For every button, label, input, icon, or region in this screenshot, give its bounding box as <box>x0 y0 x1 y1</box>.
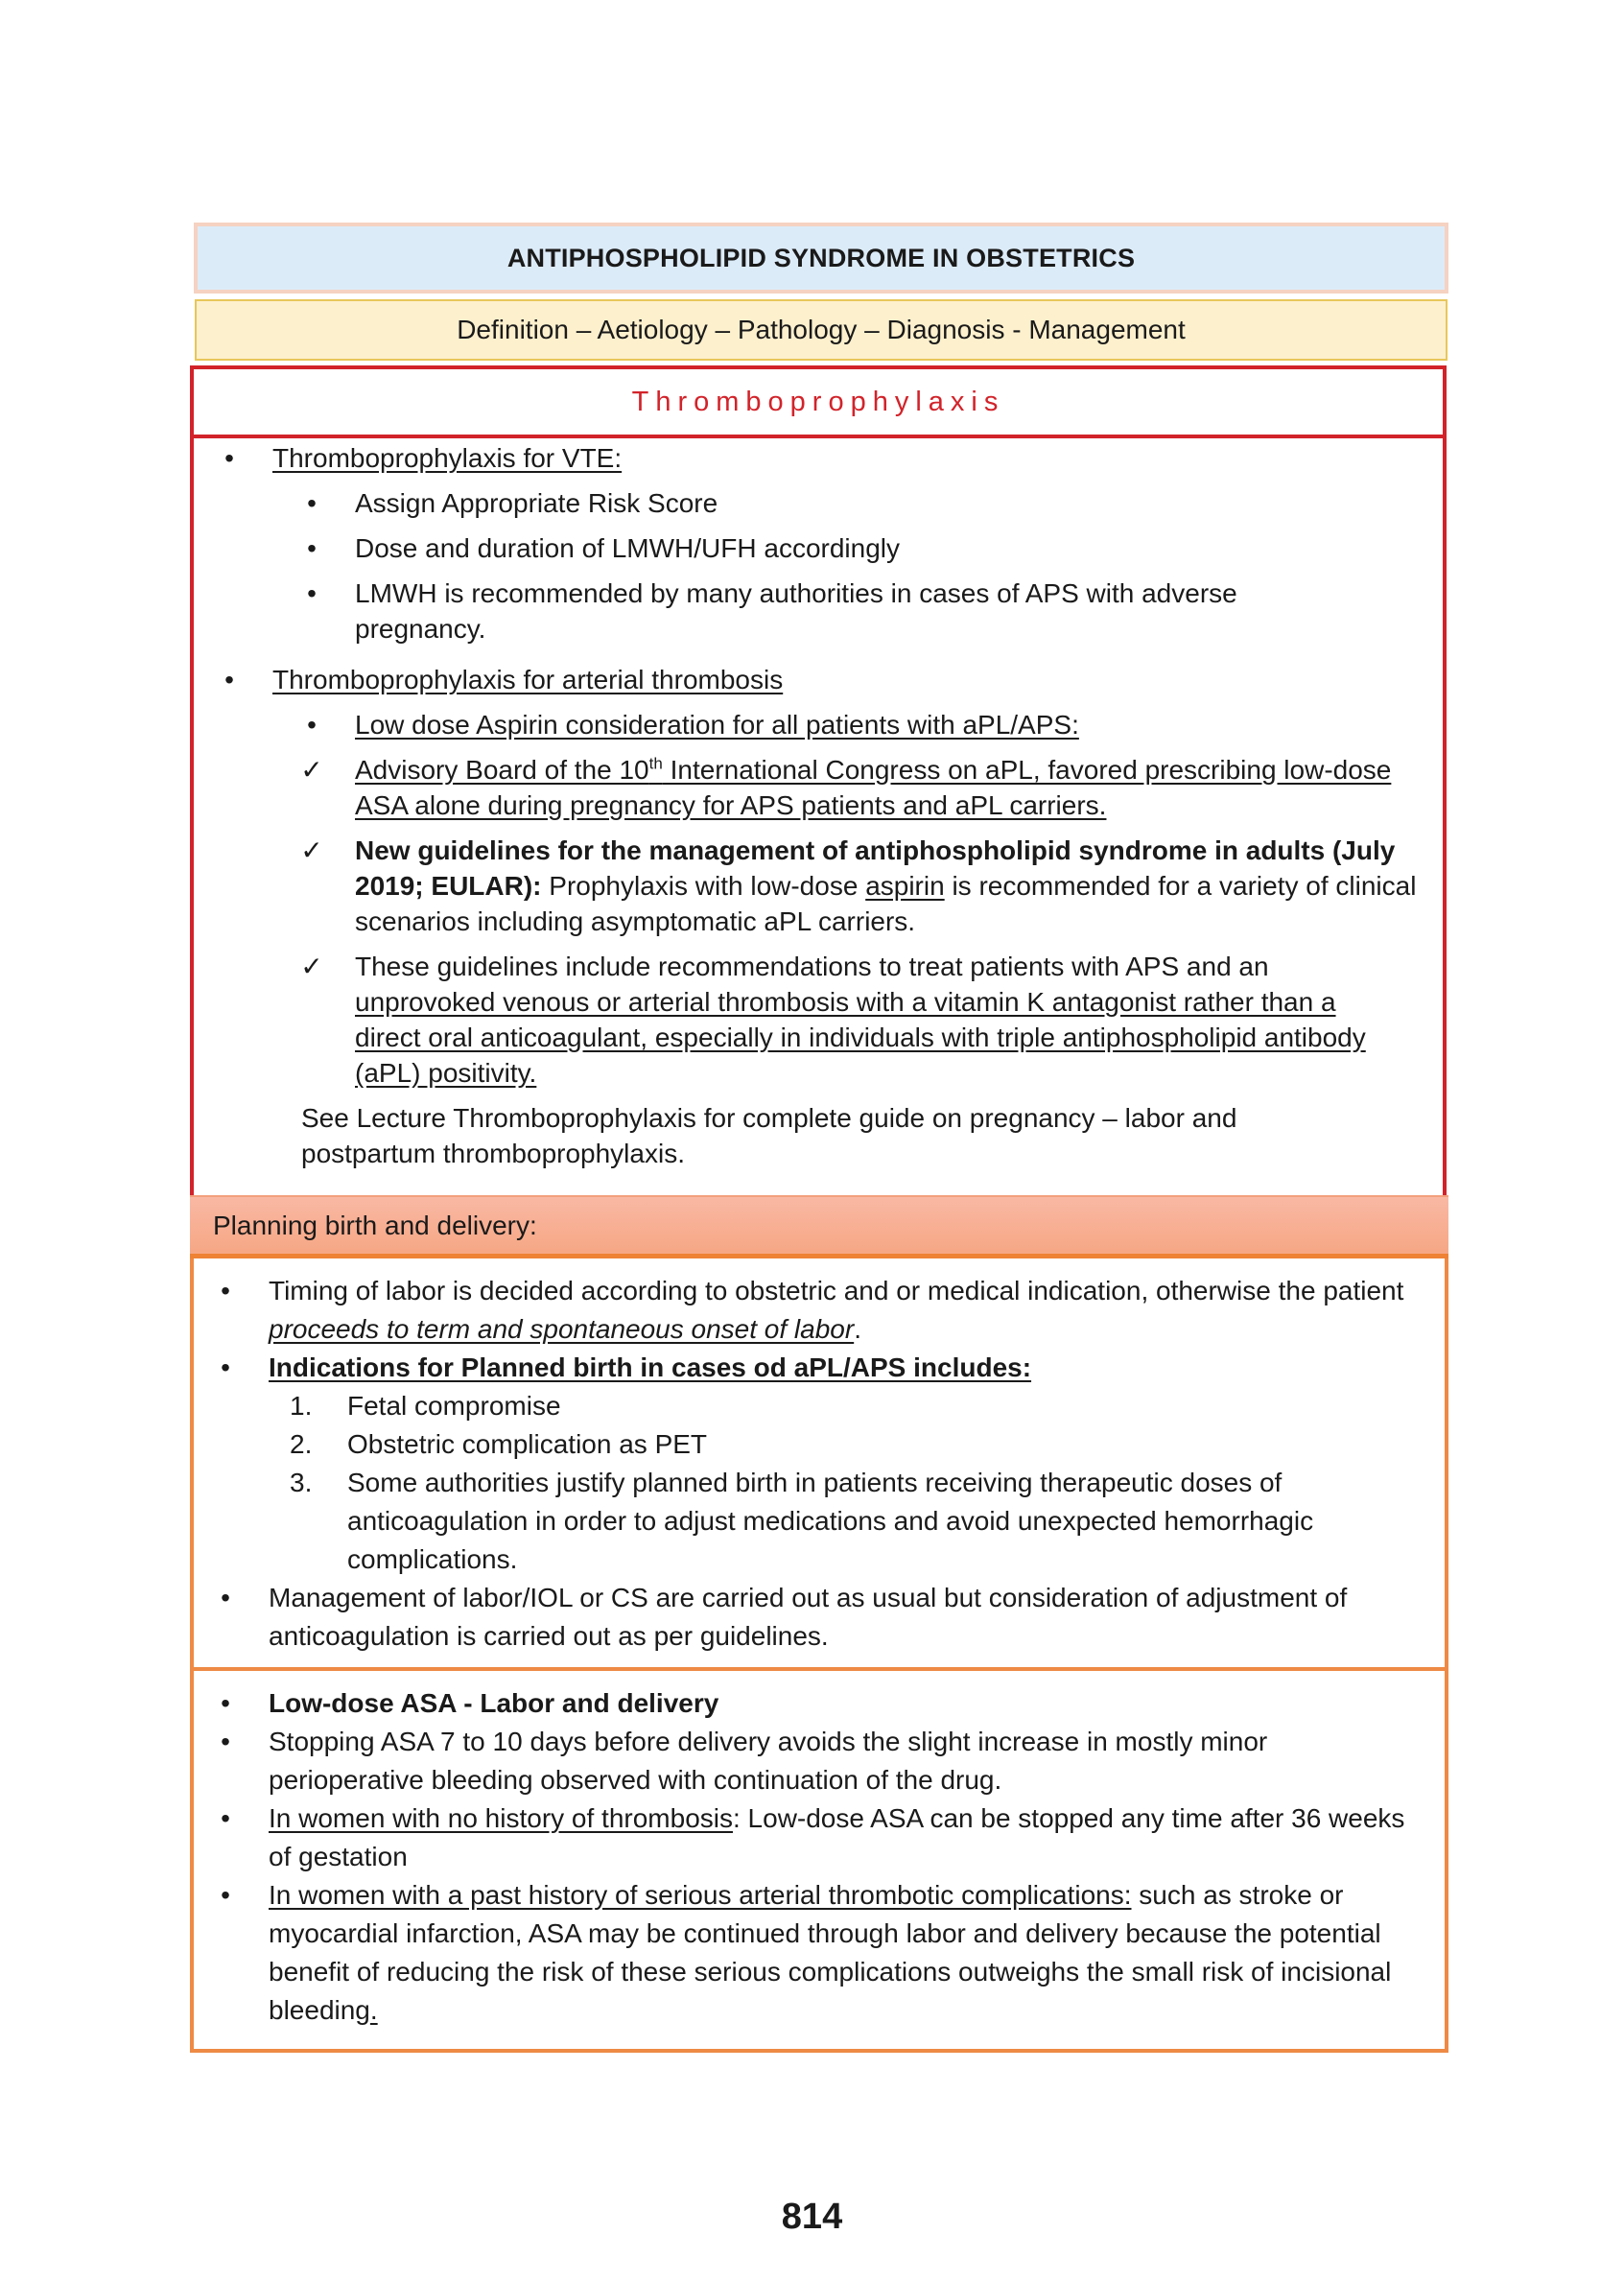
list-item-timing: • Timing of labor is decided according to obstetric and or medical indication, otherwise the patient proceeds to term and spontaneous onset of labor. <box>207 1272 1425 1349</box>
bullet-icon: • <box>221 1803 230 1833</box>
list-item-stopping: • Stopping ASA 7 to 10 days before delivery avoids the slight increase in mostly minor perioperative bleeding observed with continuation of the drug. <box>207 1723 1425 1799</box>
list-item: • Dose and duration of LMWH/UFH accordingly <box>211 530 1424 566</box>
page-number: 814 <box>781 2197 843 2237</box>
check-item-eular: ✓ New guidelines for the management of antiphospholipid syndrome in adults (July 2019; EULAR): Prophylaxis with low-dose aspirin is recommended for a variety of clinical scenarios including asymptomatic aPL carriers. <box>211 833 1424 939</box>
list-item-management: • Management of labor/IOL or CS are carried out as usual but consideration of adjustment of anticoagulation is carried out as per guidelines. <box>207 1579 1425 1656</box>
list-item-no-history: • In women with no history of thrombosis: Low-dose ASA can be stopped any time after 36 weeks of gestation <box>207 1799 1425 1876</box>
numbered-item: 3. Some authorities justify planned birth in patients receiving therapeutic doses of anticoagulation in order to adjust medications and avoid unexpected hemorrhagic complications. <box>207 1464 1425 1579</box>
check-item-advisory-board: ✓ Advisory Board of the 10th International Congress on aPL, favored prescribing low-dose ASA alone during pregnancy for APS patients and aPL carriers. <box>211 752 1424 823</box>
planning-section <box>190 1258 1448 1671</box>
number-marker: 2. <box>290 1429 313 1459</box>
number-marker: 3. <box>290 1468 313 1497</box>
page-title-banner <box>194 223 1448 294</box>
thromboprophylaxis-section <box>190 365 1447 1207</box>
topic-outline-banner <box>195 299 1447 361</box>
checkmark-icon: ✓ <box>300 952 323 981</box>
page-title: ANTIPHOSPHOLIPID SYNDROME IN OBSTETRICS <box>506 243 1136 272</box>
section-heading-planning: Planning birth and delivery: <box>190 1195 1448 1258</box>
checkmark-icon: ✓ <box>300 755 323 785</box>
bullet-icon: • <box>221 1880 230 1910</box>
thromboprophylaxis-content <box>194 438 1443 1171</box>
topic-outline: Definition – Aetiology – Pathology – Diagnosis - Management <box>457 315 1186 344</box>
numbered-item: 2. Obstetric complication as PET <box>207 1425 1425 1464</box>
bullet-icon: • <box>307 488 317 518</box>
bullet-icon: • <box>224 665 234 694</box>
list-item: • LMWH is recommended by many authorities in cases of APS with adverse pregnancy. <box>211 576 1424 647</box>
checkmark-icon: ✓ <box>300 835 323 865</box>
bullet-icon: • <box>307 578 317 608</box>
low-dose-asa-section <box>190 1671 1448 2053</box>
bullet-icon: • <box>224 443 234 473</box>
bullet-icon: • <box>221 1727 230 1756</box>
bullet-icon: • <box>221 1276 230 1305</box>
bullet-icon: • <box>221 1352 230 1382</box>
bullet-icon: • <box>221 1583 230 1612</box>
list-item: • Assign Appropriate Risk Score <box>211 485 1424 521</box>
number-marker: 1. <box>290 1391 313 1421</box>
low-dose-asa-content <box>194 1684 1445 2030</box>
see-lecture-note: See Lecture Thromboprophylaxis for complete guide on pregnancy – labor and postpartum thromboprophylaxis. <box>301 1103 1237 1168</box>
list-item-past-history: • In women with a past history of serious arterial thrombotic complications: such as stroke or myocardial infarction, ASA may be continued through labor and delivery because the potential benefit of reducing the risk of these serious complications outweighs the small risk of incisional bleeding. <box>207 1876 1425 2030</box>
planning-content <box>194 1272 1445 1656</box>
section-heading-thromboprophylaxis: Thromboprophylaxis <box>194 369 1443 438</box>
numbered-item: 1. Fetal compromise <box>207 1387 1425 1425</box>
list-item-arterial: • Thromboprophylaxis for arterial thrombosis <box>211 662 1424 697</box>
bullet-icon: • <box>221 1688 230 1718</box>
list-item-asa-heading: • Low-dose ASA - Labor and delivery <box>207 1684 1425 1723</box>
bullet-icon: • <box>307 710 317 740</box>
list-item-indications: • Indications for Planned birth in cases od aPL/APS includes: <box>207 1349 1425 1387</box>
check-item-guidelines: ✓ These guidelines include recommendations to treat patients with APS and an unprovoked venous or arterial thrombosis with a vitamin K antagonist rather than a direct oral anticoagulant, especially in individuals with triple antiphospholipid antibody (aPL) positivity. <box>211 949 1424 1091</box>
bullet-icon: • <box>307 533 317 563</box>
list-item-vte: • Thromboprophylaxis for VTE: <box>211 440 1424 476</box>
list-item-aspirin: • Low dose Aspirin consideration for all patients with aPL/APS: <box>211 707 1424 742</box>
